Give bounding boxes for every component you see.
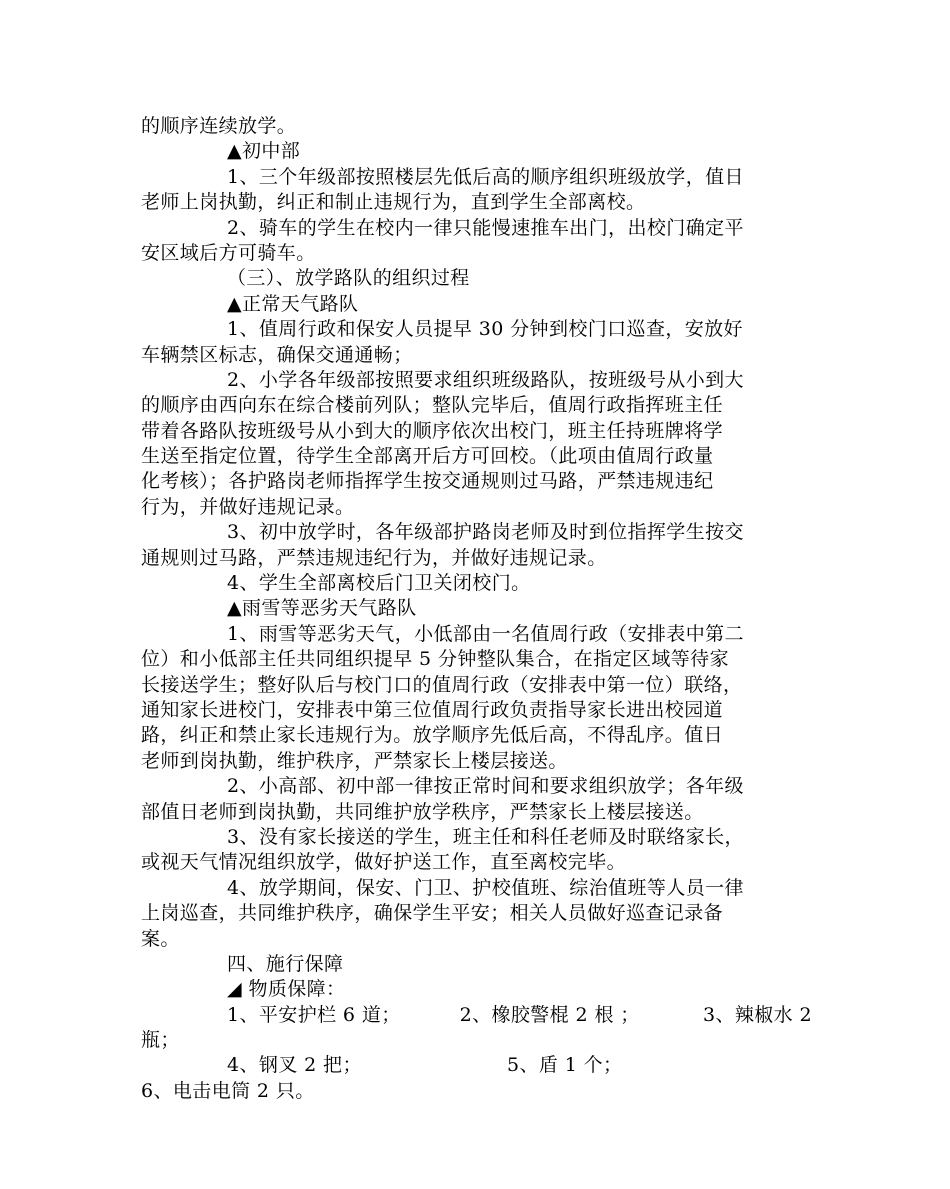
text-line: 3、初中放学时，各年级部护路岗老师及时到位指挥学生按交 [227,521,744,544]
text-line: 安区域后方可骑车。 [141,241,316,264]
text-line: 3、没有家长接送的学生，班主任和科任老师及时联络家长， [227,825,744,848]
supply-item: 1、平安护栏 6 道； [227,1003,401,1026]
supply-item: 2、橡胶警棍 2 根 ； [459,1003,640,1026]
text-line: 老师到岗执勤，维护秩序，严禁家长上楼层接送。 [141,749,568,772]
text-line: 带着各路队按班级号从小到大的顺序依次出校门，班主任持班牌将学 [141,419,724,442]
supplies-row-2 [141,1053,812,1078]
text-line: ▲雨雪等恶劣天气路队 [227,597,417,620]
supplies-row-1-continuation: 瓶； [141,1029,180,1052]
text-line: 四、施行保障 [227,952,344,975]
text-line: 路，纠正和禁止家长违规行为。放学顺序先低后高，不得乱序。值日 [141,724,724,747]
supplies-row-3: 6、电击电筒 2 只。 [141,1079,315,1102]
text-line: 生送至指定位置，待学生全部离开后方可回校。（此项由值周行政量 [141,445,714,468]
text-line: 或视天气情况组织放学，做好护送工作，直至离校完毕。 [141,851,627,874]
text-line: 2、小学各年级部按照要求组织班级路队，按班级号从小到大 [227,368,744,391]
supplies-row-1 [141,1003,812,1028]
text-line: ▲初中部 [227,140,301,163]
text-line: 部值日老师到岗执勤，共同维护放学秩序，严禁家长上楼层接送。 [141,800,704,823]
supply-item: 4、钢叉 2 把； [227,1054,362,1077]
text-line: 4、学生全部离校后门卫关闭校门。 [227,572,531,595]
text-line: 2、骑车的学生在校内一律只能慢速推车出门，出校门确定平 [227,216,744,239]
document-body [141,114,812,1003]
text-line: ◢ 物质保障： [227,978,346,1001]
text-line: 长接送学生；整好队后与校门口的值周行政（安排表中第一位）联络， [141,673,743,696]
text-line: 的顺序由西向东在综合楼前列队；整队完毕后，值周行政指挥班主任 [141,394,724,417]
text-line: 行为，并做好违规记录。 [141,495,355,518]
text-line: 4、放学期间，保安、门卫、护校值班、综治值班等人员一律 [227,876,744,899]
text-line: 化考核）；各护路岗老师指挥学生按交通规则过马路，严禁违规违纪 [141,470,714,493]
supply-item: 5、盾 1 个； [507,1054,623,1077]
text-line: 1、三个年级部按照楼层先低后高的顺序组织班级放学，值日 [227,165,744,188]
text-line: （三）、放学路队的组织过程 [227,267,470,290]
text-line: ▲正常天气路队 [227,292,359,315]
text-line: 车辆禁区标志，确保交通通畅； [141,343,413,366]
text-line: 案。 [141,927,180,950]
text-line: 老师上岗执勤，纠正和制止违规行为，直到学生全部离校。 [141,191,646,214]
text-line: 1、值周行政和保安人员提早 30 分钟到校门口巡查，安放好 [227,318,743,341]
text-line: 1、雨雪等恶劣天气，小低部由一名值周行政（安排表中第二 [227,622,744,645]
text-line: 2、小高部、初中部一律按正常时间和要求组织放学；各年级 [227,775,744,798]
text-line: 通知家长进校门，安排表中第三位值周行政负责指导家长进出校园道 [141,698,724,721]
text-line: 通规则过马路，严禁违规违纪行为，并做好违规记录。 [141,546,607,569]
text-line: 位）和小低部主任共同组织提早 5 分钟整队集合，在指定区域等待家 [141,648,729,671]
supply-item: 3、辣椒水 2 [702,1003,812,1026]
text-line: 的顺序连续放学。 [141,115,297,137]
text-line: 上岗巡查，共同维护秩序，确保学生平安；相关人员做好巡查记录备 [141,902,724,925]
